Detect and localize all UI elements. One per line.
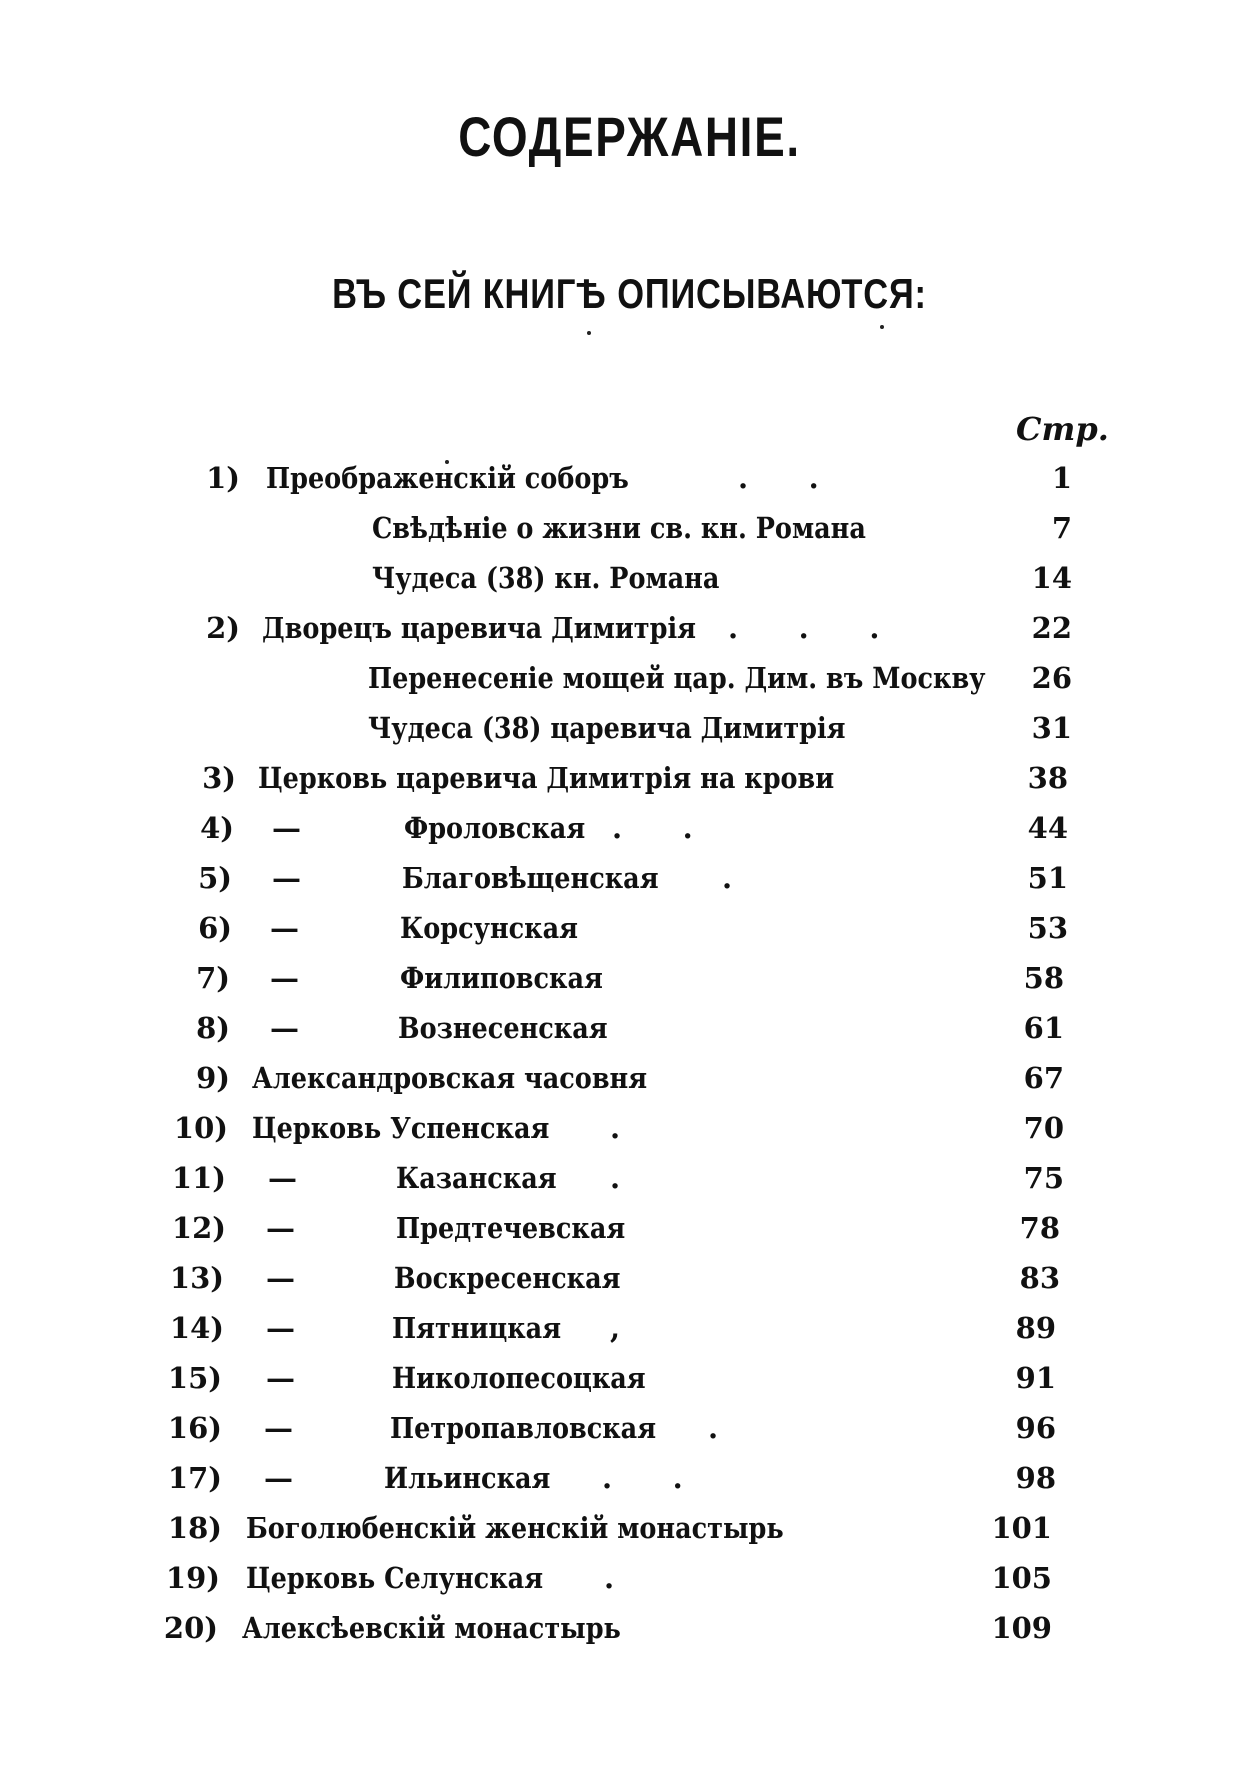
entry-title: Корсунская [400, 911, 578, 945]
toc-entry [0, 1253, 1259, 1303]
entry-title: Дворецъ царевича Димитрія [262, 611, 696, 645]
leader-dots: . . [738, 461, 819, 495]
leader-dots: . . [602, 1461, 683, 1495]
entry-title: Алексѣевскій монастырь [242, 1611, 621, 1645]
entry-number: 13) [169, 1261, 224, 1295]
entry-number: 18) [167, 1511, 222, 1545]
toc-entry [0, 1103, 1259, 1153]
toc-entry [0, 953, 1259, 1003]
page-title: СОДЕРЖАНІЕ. [458, 105, 801, 168]
ditto-dash: — [272, 861, 301, 895]
page-number: 98 [1015, 1461, 1056, 1495]
entry-title: Свѣдѣніе о жизни св. кн. Романа [372, 511, 866, 545]
ditto-dash: — [270, 961, 299, 995]
entry-title: Вознесенская [398, 1011, 608, 1045]
entry-title: Филиповская [400, 961, 603, 995]
page-number: 105 [991, 1561, 1052, 1595]
ditto-dash: — [270, 911, 299, 945]
toc-entry [0, 1453, 1259, 1503]
toc-entry [0, 653, 1259, 703]
ditto-dash: — [264, 1461, 293, 1495]
entry-number: 1) [206, 461, 240, 495]
toc-entry [0, 1403, 1259, 1453]
page-number: 101 [991, 1511, 1052, 1545]
entry-number: 11) [171, 1161, 226, 1195]
entry-number: 7) [196, 961, 230, 995]
ditto-dash: — [266, 1361, 295, 1395]
entry-number: 14) [169, 1311, 224, 1345]
toc-entry [0, 553, 1259, 603]
leader-dots: . [604, 1561, 615, 1595]
print-speck [587, 331, 591, 335]
entry-number: 12) [171, 1211, 226, 1245]
entry-title: Пятницкая [392, 1311, 562, 1345]
page-number: 70 [1023, 1111, 1064, 1145]
ditto-dash: — [264, 1411, 293, 1445]
entry-title: Чудеса (38) кн. Романа [372, 561, 720, 595]
page-number: 83 [1019, 1261, 1060, 1295]
page-column-label: Стр. [1016, 410, 1109, 448]
toc-entry [0, 903, 1259, 953]
page-subtitle: ВЪ СЕЙ КНИГѢ ОПИСЫВАЮТСЯ: [332, 270, 927, 317]
leader-dots: . . [612, 811, 693, 845]
toc-entry [0, 1303, 1259, 1353]
toc-entry [0, 1203, 1259, 1253]
page-number: 75 [1023, 1161, 1064, 1195]
page-number: 78 [1019, 1211, 1060, 1245]
page-number: 31 [1031, 711, 1072, 745]
entry-number: 10) [173, 1111, 228, 1145]
entry-title: Церковь царевича Димитрія на крови [258, 761, 835, 795]
entry-title: Благовѣщенская [402, 861, 659, 895]
ditto-dash: — [272, 811, 301, 845]
ditto-dash: — [266, 1211, 295, 1245]
page-number: 51 [1027, 861, 1068, 895]
page-number: 22 [1031, 611, 1072, 645]
toc-entry [0, 1353, 1259, 1403]
entry-number: 20) [163, 1611, 218, 1645]
page-number: 67 [1023, 1061, 1064, 1095]
entry-number: 19) [165, 1561, 220, 1595]
toc-entry [0, 703, 1259, 753]
page-number: 96 [1015, 1411, 1056, 1445]
entry-title: Преображенскій соборъ [266, 461, 629, 495]
page-number: 58 [1023, 961, 1064, 995]
entry-number: 8) [196, 1011, 230, 1045]
entry-number: 9) [196, 1061, 230, 1095]
entry-number: 5) [198, 861, 232, 895]
entry-number: 6) [198, 911, 232, 945]
entry-title: Александровская часовня [252, 1061, 648, 1095]
leader-dots: . [708, 1411, 719, 1445]
entry-title: Боголюбенскій женскій монастырь [246, 1511, 784, 1545]
leader-dots: . [610, 1111, 621, 1145]
page-number: 1 [1051, 461, 1072, 495]
toc-entry [0, 1153, 1259, 1203]
entry-title: Казанская [396, 1161, 557, 1195]
page-number: 44 [1027, 811, 1068, 845]
leader-dots: . . . [728, 611, 880, 645]
leader-dots: , [610, 1311, 621, 1345]
page-number: 89 [1015, 1311, 1056, 1345]
toc-entry [0, 853, 1259, 903]
page-number: 38 [1027, 761, 1068, 795]
page-number: 61 [1023, 1011, 1064, 1045]
entry-title: Ильинская [384, 1461, 551, 1495]
entry-title: Предтечевская [396, 1211, 626, 1245]
ditto-dash: — [270, 1011, 299, 1045]
ditto-dash: — [266, 1311, 295, 1345]
toc-entry [0, 803, 1259, 853]
entry-title: Церковь Селунская [246, 1561, 544, 1595]
print-speck [880, 325, 884, 329]
page-number: 91 [1015, 1361, 1056, 1395]
page-number: 26 [1031, 661, 1072, 695]
ditto-dash: — [268, 1161, 297, 1195]
entry-title: Воскресенская [394, 1261, 621, 1295]
toc-entry [0, 603, 1259, 653]
toc-entry [0, 1003, 1259, 1053]
leader-dots: . [610, 1161, 621, 1195]
entry-number: 17) [167, 1461, 222, 1495]
page-number: 109 [991, 1611, 1052, 1645]
page-number: 14 [1031, 561, 1072, 595]
entry-number: 2) [206, 611, 240, 645]
toc-entry [0, 1053, 1259, 1103]
entry-number: 3) [202, 761, 236, 795]
entry-title: Перенесеніе мощей цар. Дим. въ Москву [368, 661, 986, 695]
ditto-dash: — [266, 1261, 295, 1295]
entry-title: Николопесоцкая [392, 1361, 646, 1395]
entry-number: 15) [167, 1361, 222, 1395]
toc-entry [0, 503, 1259, 553]
page-number: 53 [1027, 911, 1068, 945]
entry-title: Петропавловская [390, 1411, 657, 1445]
entry-title: Церковь Успенская [252, 1111, 550, 1145]
entry-number: 16) [167, 1411, 222, 1445]
toc-entry [0, 1553, 1259, 1603]
entry-number: 4) [200, 811, 234, 845]
page-number: 7 [1051, 511, 1072, 545]
entry-title: Фроловская [404, 811, 586, 845]
toc-entry [0, 453, 1259, 503]
leader-dots: . [722, 861, 733, 895]
toc-entry [0, 1503, 1259, 1553]
toc-entry [0, 753, 1259, 803]
toc-entry [0, 1603, 1259, 1653]
entry-title: Чудеса (38) царевича Димитрія [368, 711, 846, 745]
